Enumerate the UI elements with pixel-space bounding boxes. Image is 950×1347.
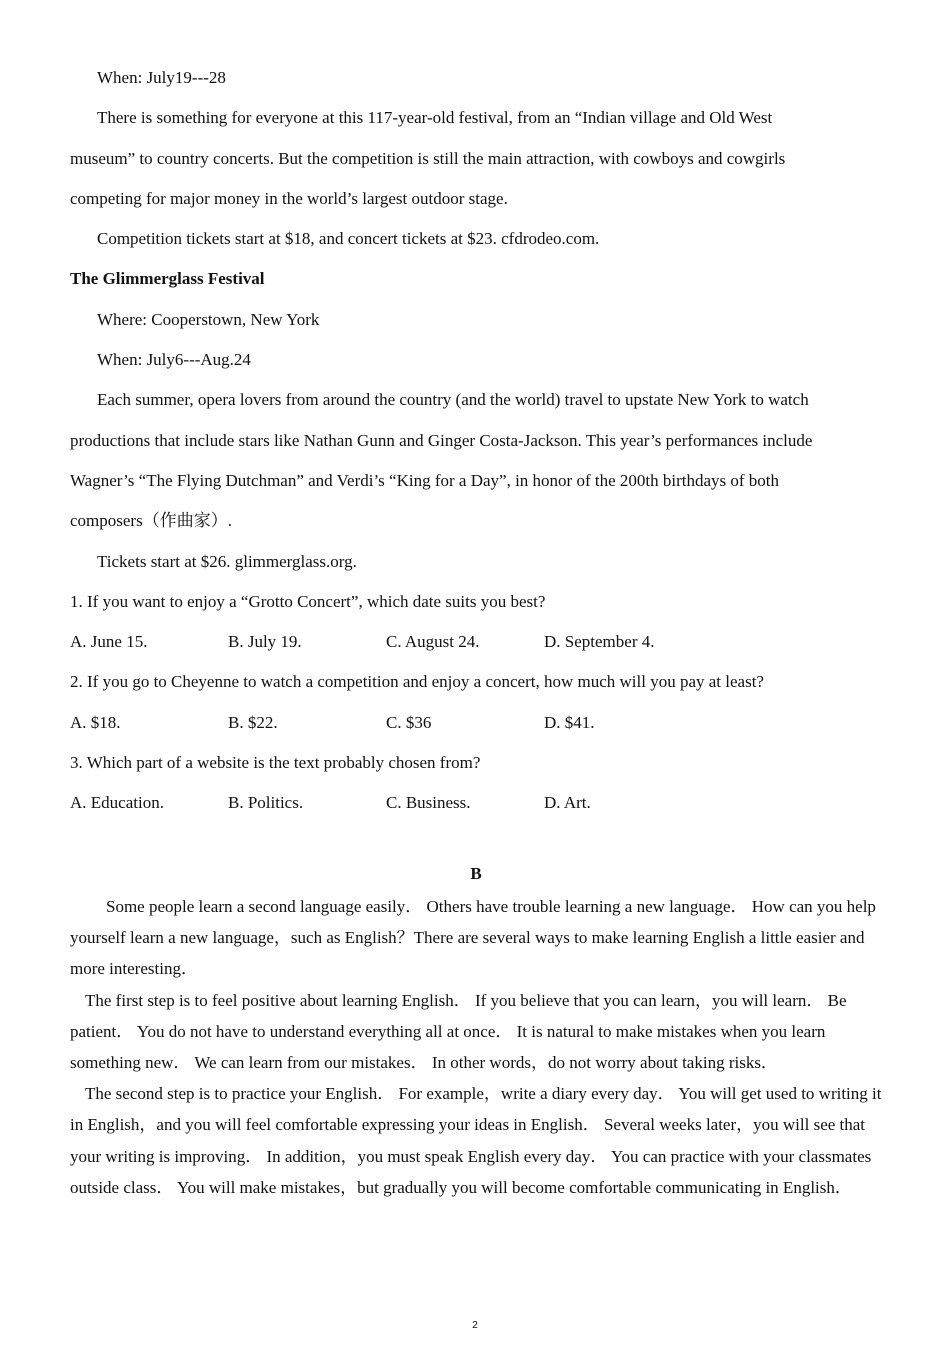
question-3-option-d: D. Art. — [544, 793, 591, 813]
glimmerglass-description-line-1: Each summer, opera lovers from around the country (and the world) travel to upstate New York to watch — [97, 390, 809, 410]
question-1-option-d: D. September 4. — [544, 632, 655, 652]
passage-b-paragraph-2: The first step is to feel positive about learning English． If you believe that you can learn，you will learn． Be patient． You do not have to understand everything all at once． It is natural to make mistakes when you learn something new． We can learn from our mistakes． In other words，do not worry about taking risks． — [70, 990, 847, 1073]
question-2-option-c: C. $36 — [386, 712, 432, 732]
question-3-option-c: C. Business. — [386, 793, 471, 813]
question-1-option-a: A. June 15. — [70, 632, 148, 652]
glimmerglass-title: The Glimmerglass Festival — [70, 269, 265, 289]
glimmerglass-where: Where: Cooperstown, New York — [97, 309, 320, 329]
question-3: 3. Which part of a website is the text probably chosen from? — [70, 753, 481, 773]
rodeo-tickets: Competition tickets start at $18, and concert tickets at $23. cfdrodeo.com. — [97, 229, 600, 249]
question-1: 1. If you want to enjoy a “Grotto Concert”, which date suits you best? — [70, 591, 546, 611]
question-1-options — [70, 622, 882, 662]
question-2-options — [70, 703, 882, 743]
passage-b-paragraph-1: Some people learn a second language easily． Others have trouble learning a new language． How can you help yourself learn a new language，such as English？There are several ways to make learning English a little easier and more interesting． — [70, 897, 876, 979]
question-3-options — [70, 783, 882, 823]
question-1-option-c: C. August 24. — [386, 632, 480, 652]
question-3-option-a: A. Education. — [70, 793, 164, 813]
glimmerglass-tickets: Tickets start at $26. glimmerglass.org. — [97, 551, 357, 571]
question-2-option-a: A. $18. — [70, 712, 121, 732]
question-1-option-b: B. July 19. — [228, 632, 302, 652]
question-2-option-d: D. $41. — [544, 712, 595, 732]
page-number: 2 — [472, 1320, 478, 1331]
glimmerglass-description-line-3: Wagner’s “The Flying Dutchman” and Verdi’s “King for a Day”, in honor of the 200th birthdays of both — [70, 470, 780, 490]
rodeo-description-line-2: museum” to country concerts. But the competition is still the main attraction, with cowboys and cowgirls — [70, 148, 786, 168]
passage-a-continuation — [70, 58, 882, 824]
rodeo-when: When: July19---28 — [97, 68, 226, 87]
question-2-option-b: B. $22. — [228, 712, 278, 732]
rodeo-description-line-3: competing for major money in the world’s largest outdoor stage. — [70, 188, 508, 208]
rodeo-description-line-1: There is something for everyone at this 117-year-old festival, from an “Indian village and Old West — [97, 108, 773, 128]
passage-b — [70, 860, 882, 1203]
glimmerglass-description-line-4: composers（作曲家）. — [70, 511, 232, 531]
question-3-option-b: B. Politics. — [228, 793, 304, 813]
passage-b-paragraph-3: The second step is to practice your English． For example，write a diary every day． You will get used to writing it in English，and you will feel comfortable expressing your ideas in English． Several weeks later，you will see that your writing is improving． In addition，you must speak English every day． You can practice with your classmates outside class． You will make mistakes，but gradually you will become comfortable communicating in English． — [70, 1084, 882, 1197]
glimmerglass-when: When: July6---Aug.24 — [97, 350, 251, 370]
passage-b-title: B — [470, 864, 482, 883]
glimmerglass-description-line-2: productions that include stars like Nathan Gunn and Ginger Costa-Jackson. This year’s performances include — [70, 430, 813, 450]
question-2: 2. If you go to Cheyenne to watch a competition and enjoy a concert, how much will you pay at least? — [70, 672, 764, 692]
